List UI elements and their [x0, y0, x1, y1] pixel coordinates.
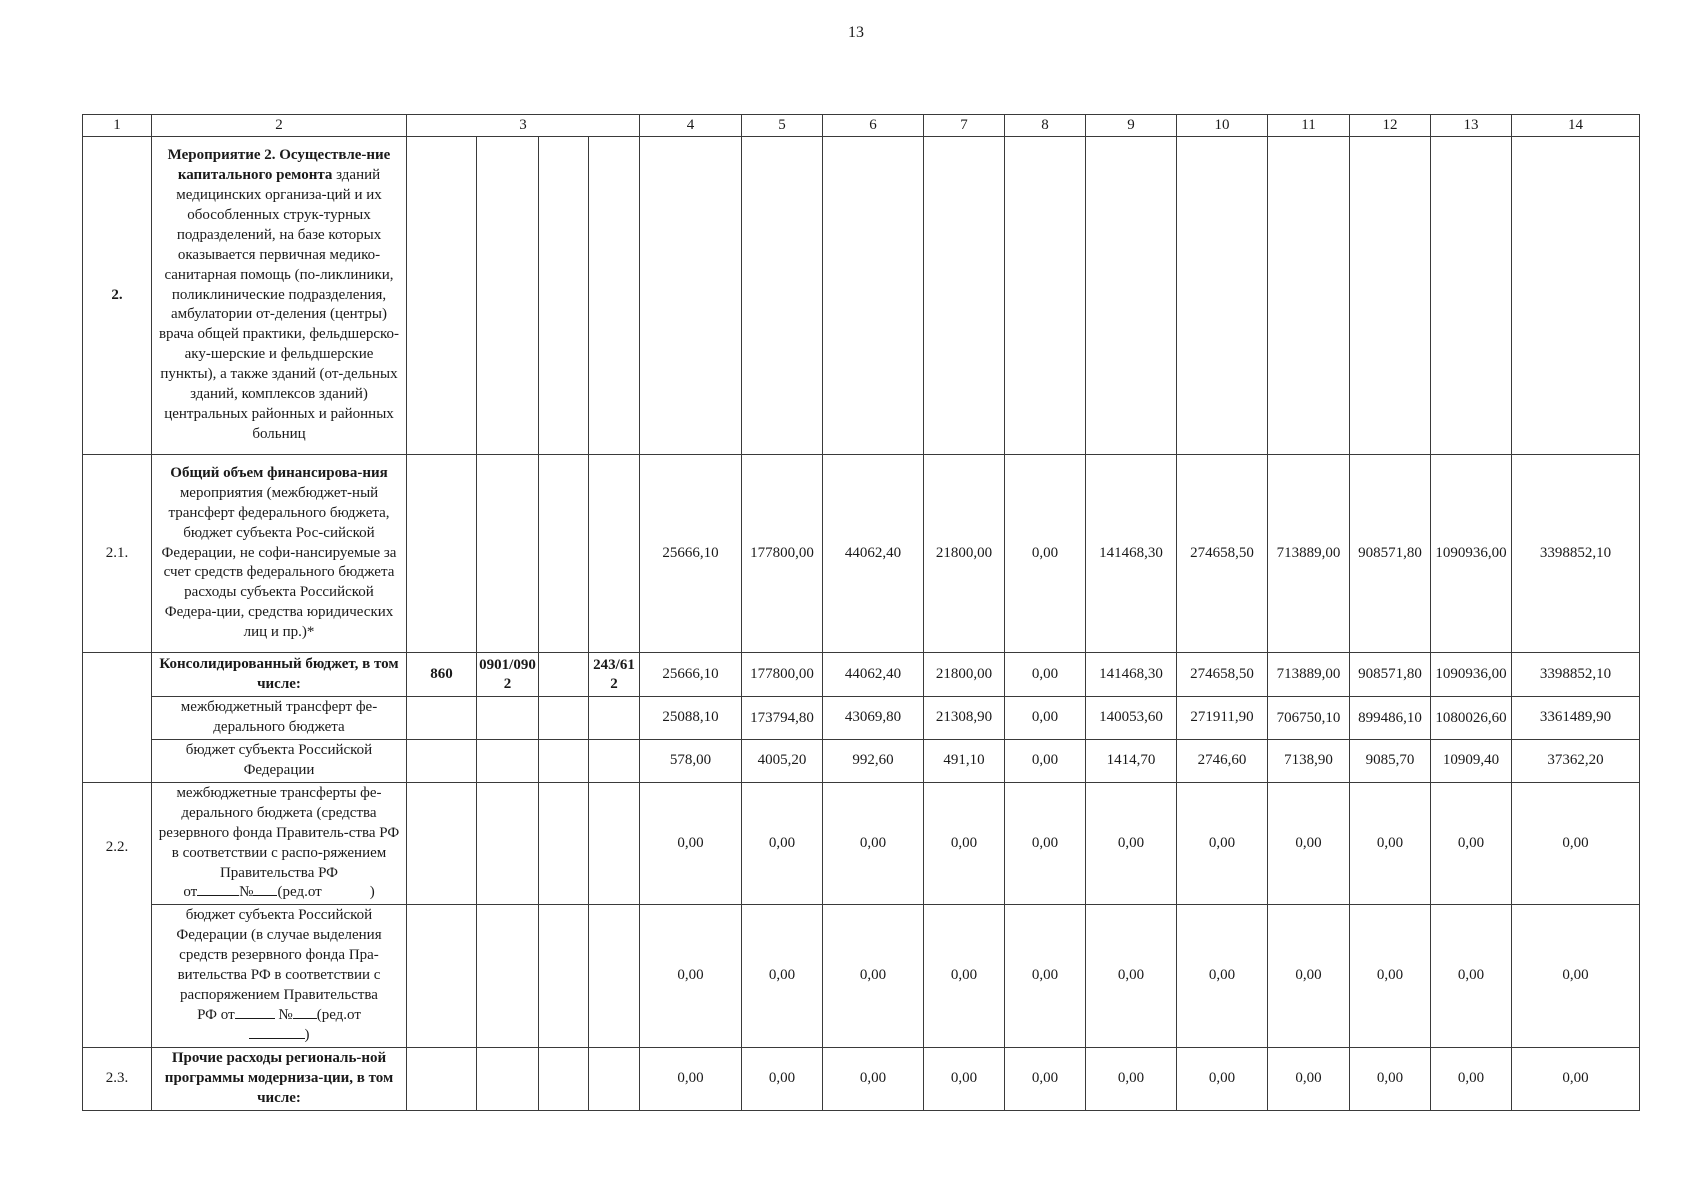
value-cell: 0,00: [924, 782, 1005, 905]
value-cell: 0,00: [1005, 782, 1086, 905]
value-cell: 0,00: [742, 782, 823, 905]
value-cell: 21800,00: [924, 653, 1005, 697]
code-cell: [589, 739, 640, 782]
value-cell: [1268, 137, 1350, 455]
value-cell: 3398852,10: [1512, 653, 1640, 697]
header-row: [83, 115, 1640, 137]
value-cell: 0,00: [1512, 782, 1640, 905]
value-cell: 0,00: [1086, 1047, 1177, 1110]
value-cell: 177800,00: [742, 455, 823, 653]
column-header: 6: [823, 115, 924, 137]
value-cell: 0,00: [1512, 1047, 1640, 1110]
value-cell: 0,00: [1177, 1047, 1268, 1110]
column-header: 11: [1268, 115, 1350, 137]
value-cell: 0,00: [823, 782, 924, 905]
code-cell: [539, 137, 589, 455]
code-cell: [477, 697, 539, 740]
code-cell: [407, 739, 477, 782]
table-row-2-1: [83, 455, 1640, 653]
blank-field: [197, 883, 239, 896]
description-text: межбюджетные трансферты фе-дерального бюджета (средства резервного фонда Правитель-ства РФ в соответствии с распо-ряжением Правительства РФ: [158, 784, 400, 881]
value-cell: [1350, 137, 1431, 455]
value-cell: 0,00: [742, 1047, 823, 1110]
code-cell: [477, 905, 539, 1048]
value-cell: 0,00: [1005, 455, 1086, 653]
value-cell: 0,00: [1005, 739, 1086, 782]
decree-from-label: от: [183, 884, 198, 901]
value-cell: 0,00: [1268, 905, 1350, 1048]
code-cell: [477, 1047, 539, 1110]
code-cell: 0901/0902: [477, 653, 539, 697]
value-cell: 1090936,00: [1431, 455, 1512, 653]
value-cell: 706750,10: [1268, 697, 1350, 740]
value-cell: 140053,60: [1086, 697, 1177, 740]
code-cell: [539, 697, 589, 740]
row-description: [152, 905, 407, 1048]
blank-field: [235, 1006, 275, 1019]
value-cell: 0,00: [1350, 905, 1431, 1048]
code-cell: [589, 697, 640, 740]
value-cell: 10909,40: [1431, 739, 1512, 782]
value-cell: 271911,90: [1177, 697, 1268, 740]
row-number: 2.2.: [83, 782, 152, 1047]
description-bold: Общий объем финансирова-ния: [170, 464, 388, 481]
value-cell: 0,00: [1512, 905, 1640, 1048]
row-description: Прочие расходы региональ-ной программы модерниза-ции, в том числе:: [152, 1047, 407, 1110]
value-cell: 141468,30: [1086, 653, 1177, 697]
code-cell: [407, 455, 477, 653]
table-row-2-3: [83, 1047, 1640, 1110]
value-cell: 2746,60: [1177, 739, 1268, 782]
value-cell: 0,00: [1005, 653, 1086, 697]
value-cell: 44062,40: [823, 653, 924, 697]
code-cell: [589, 905, 640, 1048]
value-cell: 0,00: [1177, 905, 1268, 1048]
value-cell: 0,00: [924, 905, 1005, 1048]
row-number: 2.1.: [83, 455, 152, 653]
blank-field: [322, 884, 370, 896]
value-cell: 0,00: [1086, 782, 1177, 905]
decree-from-label: РФ от: [197, 1007, 235, 1024]
row-number: 2.: [83, 137, 152, 455]
code-cell: [539, 905, 589, 1048]
code-cell: [407, 905, 477, 1048]
description-bold: Мероприятие 2. Осуществле-ние капитального ремонта: [167, 146, 391, 183]
row-description: межбюджетный трансферт фе-дерального бюджета: [152, 697, 407, 740]
value-cell: 44062,40: [823, 455, 924, 653]
column-header: 4: [640, 115, 742, 137]
code-cell: [589, 455, 640, 653]
blank-field: [249, 1026, 305, 1039]
row-number: 2.3.: [83, 1047, 152, 1110]
value-cell: 0,00: [640, 782, 742, 905]
column-header: 13: [1431, 115, 1512, 137]
decree-edition-label: (ред.от: [277, 884, 322, 901]
value-cell: 1080026,60: [1431, 697, 1512, 740]
value-cell: 4005,20: [742, 739, 823, 782]
table-row-subject-budget: [83, 739, 1640, 782]
value-cell: 0,00: [1177, 782, 1268, 905]
decree-close-paren: ): [369, 884, 375, 901]
value-cell: 7138,90: [1268, 739, 1350, 782]
code-cell: [407, 782, 477, 905]
value-cell: 0,00: [1431, 905, 1512, 1048]
value-cell: 908571,80: [1350, 455, 1431, 653]
value-cell: [1431, 137, 1512, 455]
code-cell: [589, 1047, 640, 1110]
table-row-federal-transfer: [83, 697, 1640, 740]
value-cell: 21308,90: [924, 697, 1005, 740]
code-cell: [407, 1047, 477, 1110]
row-description: бюджет субъекта Российской Федерации: [152, 739, 407, 782]
code-cell: [477, 455, 539, 653]
value-cell: [1086, 137, 1177, 455]
description-text: зданий медицинских организа-ций и их обособленных струк-турных подразделений, на базе которых оказывается первичная медико-санитарная помощь (по-ликлиники, поликлинические подразделения, амбулатории от-деления (центры) врача общей практики, фельдшерско-аку-шерские и фельдшерские пункты), а также зданий (от-дельных зданий, комплексов зданий) центральных районных и районных больниц: [158, 166, 400, 443]
value-cell: 0,00: [1431, 1047, 1512, 1110]
code-cell: [589, 782, 640, 905]
value-cell: 177800,00: [742, 653, 823, 697]
column-header: 8: [1005, 115, 1086, 137]
code-cell: [407, 137, 477, 455]
page-number: 13: [848, 24, 864, 41]
value-cell: 0,00: [1005, 1047, 1086, 1110]
value-cell: 713889,00: [1268, 653, 1350, 697]
code-cell: [589, 137, 640, 455]
code-cell: [539, 739, 589, 782]
column-header: 9: [1086, 115, 1177, 137]
value-cell: 3361489,90: [1512, 697, 1640, 740]
column-header: 7: [924, 115, 1005, 137]
table-row-2-2: [83, 782, 1640, 905]
description-text: бюджет субъекта Российской Федерации (в случае выделения средств резервного фонда Пра-вительства РФ в соответствии с распоряжением Правительства: [176, 907, 382, 1004]
column-header: 2: [152, 115, 407, 137]
value-cell: 37362,20: [1512, 739, 1640, 782]
value-cell: 0,00: [1268, 782, 1350, 905]
code-cell: 243/612: [589, 653, 640, 697]
value-cell: [823, 137, 924, 455]
value-cell: 0,00: [640, 1047, 742, 1110]
value-cell: 0,00: [924, 1047, 1005, 1110]
value-cell: 491,10: [924, 739, 1005, 782]
value-cell: 0,00: [1005, 905, 1086, 1048]
column-header: 12: [1350, 115, 1431, 137]
decree-number-label: №: [278, 1007, 293, 1024]
code-cell: [539, 1047, 589, 1110]
value-cell: 274658,50: [1177, 455, 1268, 653]
table-row-2: [83, 137, 1640, 455]
value-cell: 0,00: [823, 905, 924, 1048]
value-cell: 899486,10: [1350, 697, 1431, 740]
value-cell: 25088,10: [640, 697, 742, 740]
value-cell: 0,00: [640, 905, 742, 1048]
value-cell: 0,00: [1268, 1047, 1350, 1110]
value-cell: 21800,00: [924, 455, 1005, 653]
value-cell: 173794,80: [742, 697, 823, 740]
column-header: 10: [1177, 115, 1268, 137]
value-cell: [640, 137, 742, 455]
value-cell: 578,00: [640, 739, 742, 782]
code-cell: [407, 697, 477, 740]
code-cell: [477, 739, 539, 782]
value-cell: [1512, 137, 1640, 455]
value-cell: 0,00: [1005, 697, 1086, 740]
code-cell: [477, 782, 539, 905]
decree-edition-label: (ред.от: [316, 1007, 361, 1024]
table-row-2-2-subject: [83, 905, 1640, 1048]
code-cell: [539, 653, 589, 697]
value-cell: 43069,80: [823, 697, 924, 740]
code-cell: [477, 137, 539, 455]
decree-number-label: №: [239, 884, 254, 901]
value-cell: 25666,10: [640, 653, 742, 697]
value-cell: 992,60: [823, 739, 924, 782]
value-cell: 25666,10: [640, 455, 742, 653]
value-cell: 3398852,10: [1512, 455, 1640, 653]
decree-close-paren: ): [304, 1027, 310, 1043]
value-cell: 713889,00: [1268, 455, 1350, 653]
value-cell: [742, 137, 823, 455]
value-cell: [924, 137, 1005, 455]
table-row-consolidated: [83, 653, 1640, 697]
row-description: [152, 455, 407, 653]
column-header: 3: [407, 115, 640, 137]
value-cell: 0,00: [1350, 1047, 1431, 1110]
code-cell: [539, 782, 589, 905]
description-text: мероприятия (межбюджет-ный трансферт федерального бюджета, бюджет субъекта Рос-сийской Федерации, не софи-нансируемые за счет средств федерального бюджета расходы субъекта Российской Федера-ции, средства юридических лиц и пр.)*: [161, 484, 397, 641]
value-cell: 0,00: [742, 905, 823, 1048]
financing-table: [82, 114, 1640, 1111]
code-cell: [539, 455, 589, 653]
column-header: 5: [742, 115, 823, 137]
value-cell: [1005, 137, 1086, 455]
column-header: 1: [83, 115, 152, 137]
row-description: Консолидированный бюджет, в том числе:: [152, 653, 407, 697]
value-cell: 0,00: [1431, 782, 1512, 905]
value-cell: 1414,70: [1086, 739, 1177, 782]
value-cell: 141468,30: [1086, 455, 1177, 653]
value-cell: 274658,50: [1177, 653, 1268, 697]
row-number: [83, 653, 152, 783]
column-header: 14: [1512, 115, 1640, 137]
value-cell: 1090936,00: [1431, 653, 1512, 697]
value-cell: 0,00: [1086, 905, 1177, 1048]
blank-field: [293, 1006, 317, 1019]
value-cell: [1177, 137, 1268, 455]
blank-field: [253, 883, 277, 896]
value-cell: 9085,70: [1350, 739, 1431, 782]
row-description: [152, 782, 407, 905]
value-cell: 0,00: [1350, 782, 1431, 905]
row-description: [152, 137, 407, 455]
value-cell: 0,00: [823, 1047, 924, 1110]
value-cell: 908571,80: [1350, 653, 1431, 697]
code-cell: 860: [407, 653, 477, 697]
